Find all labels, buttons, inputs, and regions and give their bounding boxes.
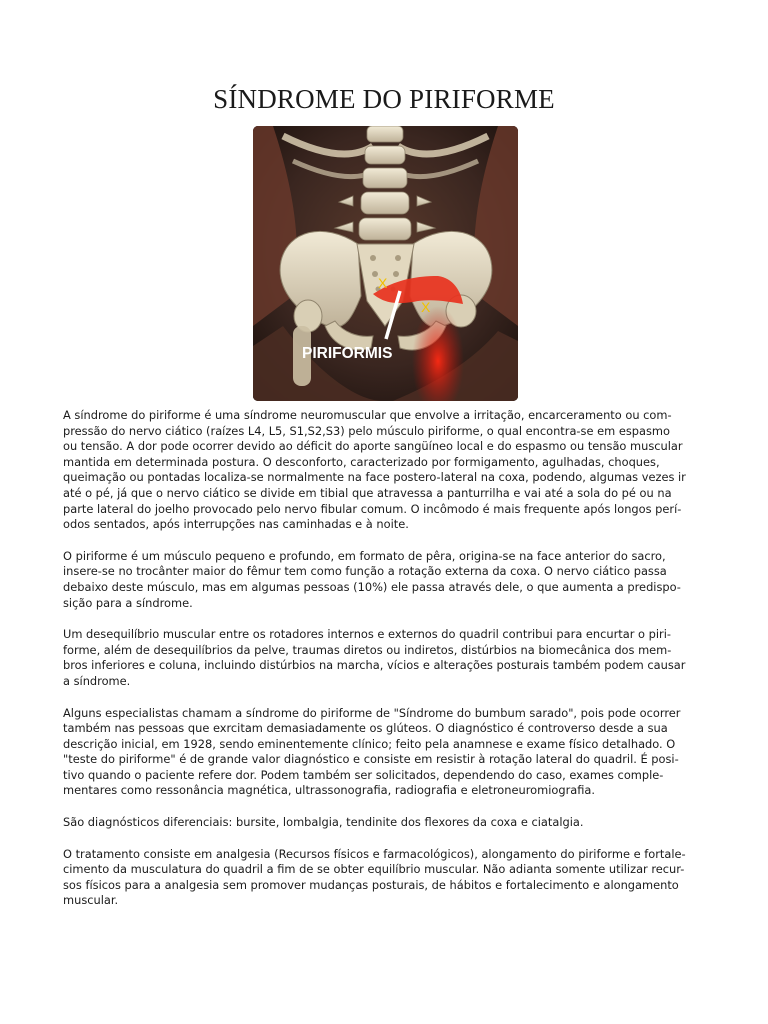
paragraph-6: [63, 847, 703, 909]
paragraph-4: [63, 706, 703, 800]
text-line: São diagnósticos diferenciais: bursite, lombalgia, tendinite dos flexores da coxa e ciatalgia.: [63, 815, 584, 830]
text-line: O tratamento consiste em analgesia (Recursos físicos e farmacológicos), alongamento do piriforme e fortale-: [63, 846, 686, 861]
text-line: a síndrome.: [63, 673, 131, 688]
text-line: parte lateral do joelho provocado pelo nervo fibular comum. O incômodo é mais frequente após longos perí-: [63, 501, 682, 516]
text-line: muscular.: [63, 893, 119, 908]
text-line: também nas pessoas que exrcitam demasiadamente os glúteos. O diagnóstico é controverso desde a sua: [63, 721, 668, 736]
paragraph-3: [63, 627, 703, 689]
text-line: A síndrome do piriforme é uma síndrome neuromuscular que envolve a irritação, encarceramento ou com-: [63, 408, 672, 422]
text-line: cimento da musculatura do quadril a fim de se obter equilíbrio muscular. Não adianta somente utilizar recur-: [63, 862, 685, 877]
text-line: ou tensão. A dor pode ocorrer devido ao déficit do aporte sangüíneo local e do espasmo ou tensão muscular: [63, 439, 683, 454]
text-line: até o pé, já que o nervo ciático se divide em tibial que atravessa a panturrilha e vai até a sola do pé ou na: [63, 485, 672, 500]
text-line: tivo quando o paciente refere dor. Podem também ser solicitados, dependendo do caso, exames comple-: [63, 767, 664, 782]
text-line: forme, além de desequilíbrios da pelve, traumas diretos ou indiretos, distúrbios na biomecânica dos mem-: [63, 642, 672, 657]
figure-label: PIRIFORMIS: [302, 345, 393, 362]
marker-x-1: X: [378, 275, 388, 291]
text-line: debaixo deste músculo, mas em algumas pessoas (10%) ele passa através dele, o que aumenta a predispo-: [63, 579, 681, 594]
text-line: pressão do nervo ciático (raízes L4, L5, S1,S2,S3) pelo músculo piriforme, o qual encontra-se em espasmo: [63, 423, 670, 438]
marker-x-2: X: [421, 299, 431, 315]
text-line: bros inferiores e coluna, incluindo distúrbios na marcha, vícios e alterações posturais também podem causar: [63, 658, 686, 673]
text-line: sos físicos para a analgesia sem promover mudanças posturais, de hábitos e fortalecimento e alongamento: [63, 877, 679, 892]
text-line: "teste do piriforme" é de grande valor diagnóstico e consiste em resistir à rotação lateral do quadril. É posi-: [63, 752, 679, 767]
piriformis-illustration: [253, 126, 518, 401]
pelvis-anatomy-image: [253, 126, 518, 401]
text-line: descrição inicial, em 1928, sendo eminentemente clínico; feito pela anamnese e exame físico detalhado. O: [63, 736, 676, 751]
text-line: sição para a síndrome.: [63, 595, 193, 610]
text-line: mantida em determinada postura. O desconforto, caracterizado por formigamento, agulhadas, choques,: [63, 454, 660, 469]
document-body: [63, 408, 703, 925]
text-line: Um desequilíbrio muscular entre os rotadores internos e externos do quadril contribui para encurtar o piri-: [63, 627, 672, 642]
document-title: SÍNDROME DO PIRIFORME: [213, 84, 555, 114]
text-line: insere-se no trocânter maior do fêmur tem como função a rotação externa da coxa. O nervo ciático passa: [63, 564, 667, 579]
text-line: odos sentados, após interrupções nas caminhadas e à noite.: [63, 517, 409, 532]
text-line: Alguns especialistas chamam a síndrome do piriforme de "Síndrome do bumbum sarado", pois pode ocorrer: [63, 705, 681, 720]
text-line: mentares como ressonância magnética, ultrassonografia, radiografia e eletroneuromiografia.: [63, 783, 596, 798]
paragraph-2: [63, 549, 703, 611]
paragraph-5: [63, 815, 703, 831]
text-line: queimação ou pontadas localiza-se normalmente na face postero-lateral na coxa, podendo, algumas vezes ir: [63, 470, 686, 485]
text-line: O piriforme é um músculo pequeno e profundo, em formato de pêra, origina-se na face anterior do sacro,: [63, 548, 666, 563]
paragraph-1: [63, 408, 703, 533]
